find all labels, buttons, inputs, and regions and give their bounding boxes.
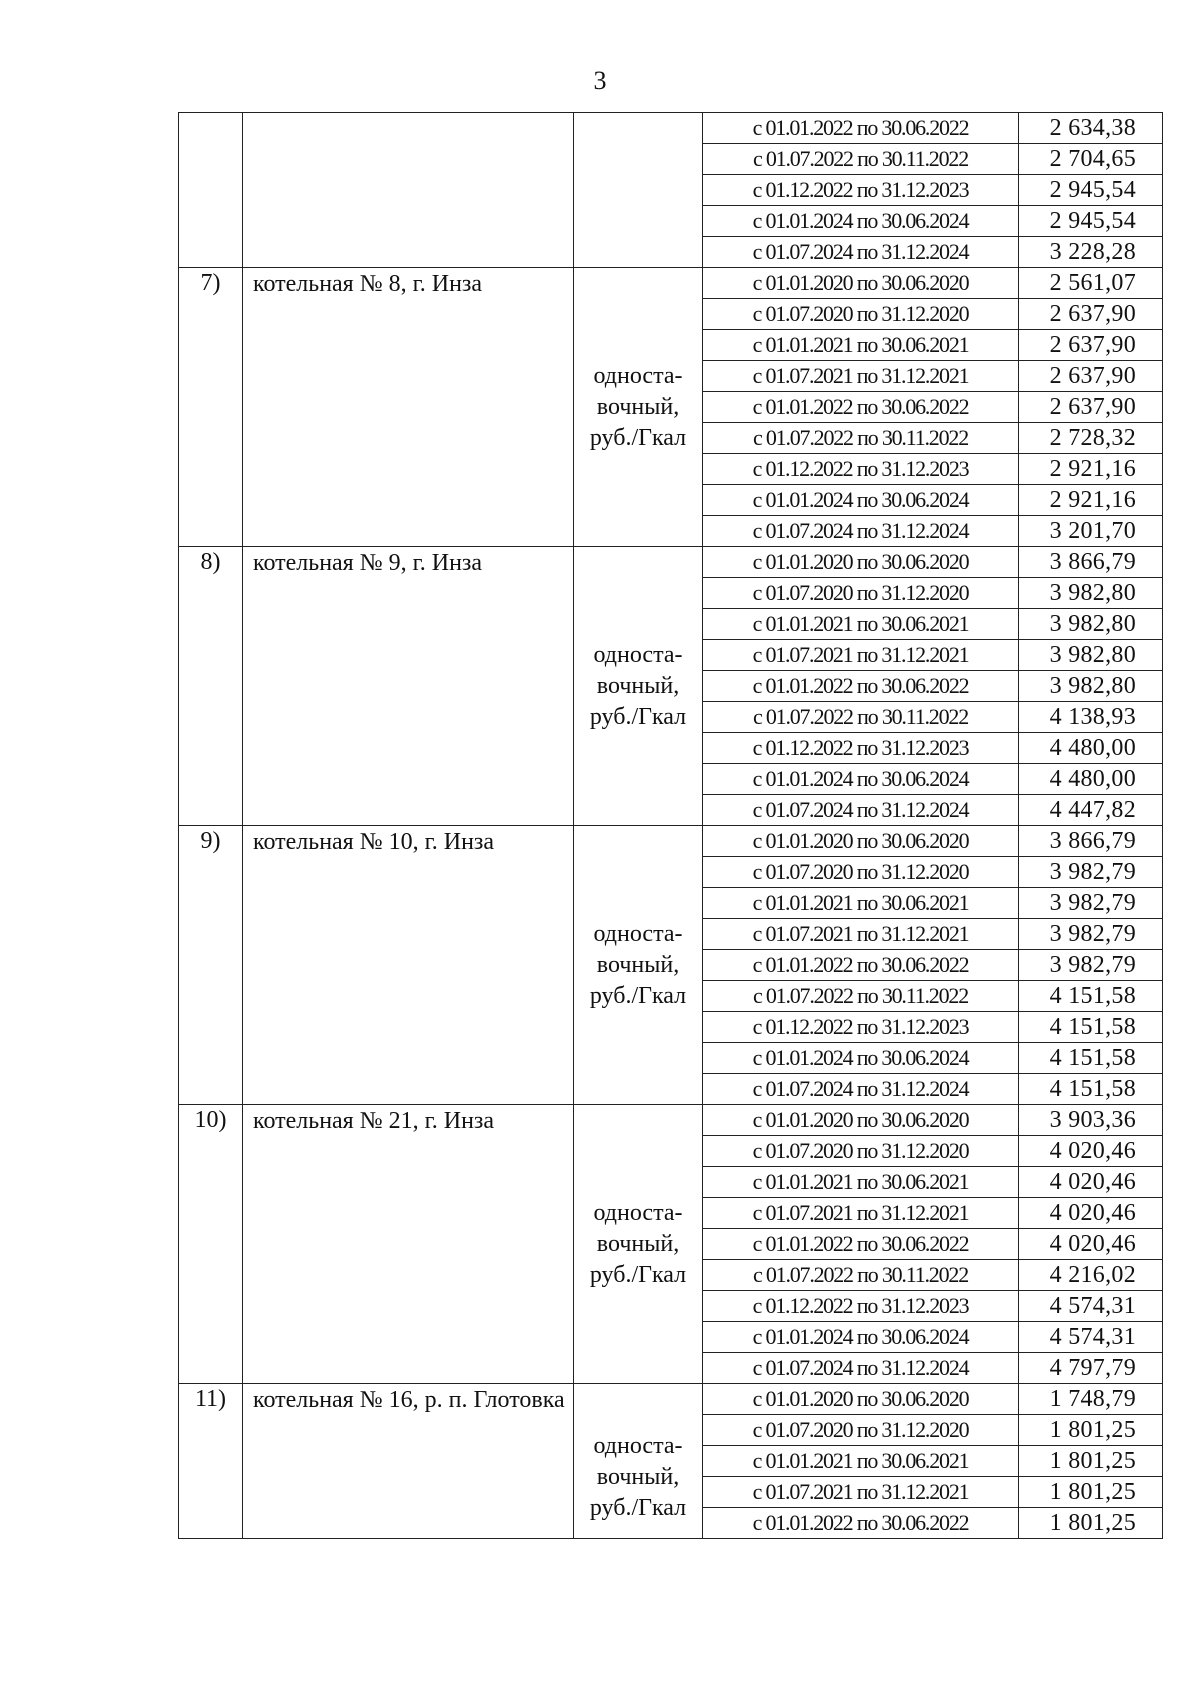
tariff-period: с 01.01.2024 по 30.06.2024 [703,1043,1019,1074]
tariff-period: с 01.07.2021 по 31.12.2021 [703,1198,1019,1229]
page-number: 3 [593,66,607,95]
tariff-value: 4 797,79 [1019,1353,1163,1384]
tariff-value: 3 982,80 [1019,578,1163,609]
tariff-value: 4 447,82 [1019,795,1163,826]
tariff-value: 3 866,79 [1019,547,1163,578]
tariff-value: 2 945,54 [1019,175,1163,206]
tariff-period: с 01.01.2021 по 30.06.2021 [703,888,1019,919]
tariff-type [574,113,703,268]
tariff-value: 4 151,58 [1019,981,1163,1012]
tariff-period: с 01.01.2024 по 30.06.2024 [703,1322,1019,1353]
tariff-period: с 01.07.2022 по 30.11.2022 [703,1260,1019,1291]
tariff-period: с 01.12.2022 по 31.12.2023 [703,1012,1019,1043]
tariff-type: односта- вочный, руб./Гкал [574,1105,703,1384]
tariff-period: с 01.01.2022 по 30.06.2022 [703,113,1019,144]
tariff-value: 4 020,46 [1019,1136,1163,1167]
tariff-period: с 01.07.2024 по 31.12.2024 [703,516,1019,547]
tariff-type: односта- вочный, руб./Гкал [574,1384,703,1539]
tariff-value: 3 201,70 [1019,516,1163,547]
boiler-name [243,113,574,268]
boiler-name: котельная № 21, г. Инза [243,1105,574,1384]
tariff-period: с 01.01.2024 по 30.06.2024 [703,206,1019,237]
tariff-period: с 01.07.2024 по 31.12.2024 [703,1074,1019,1105]
item-number: 10) [179,1105,243,1384]
tariff-period: с 01.07.2022 по 30.11.2022 [703,144,1019,175]
tariff-period: с 01.12.2022 по 31.12.2023 [703,733,1019,764]
tariff-value: 3 982,79 [1019,950,1163,981]
item-number: 7) [179,268,243,547]
tariff-period: с 01.07.2021 по 31.12.2021 [703,640,1019,671]
tariff-period: с 01.07.2024 по 31.12.2024 [703,795,1019,826]
tariff-period: с 01.07.2022 по 30.11.2022 [703,423,1019,454]
tariff-period: с 01.07.2020 по 31.12.2020 [703,299,1019,330]
tariff-value: 3 982,80 [1019,671,1163,702]
tariff-period: с 01.07.2024 по 31.12.2024 [703,237,1019,268]
tariff-value: 4 151,58 [1019,1012,1163,1043]
tariff-value: 2 921,16 [1019,485,1163,516]
tariff-period: с 01.01.2020 по 30.06.2020 [703,826,1019,857]
tariff-period: с 01.01.2021 по 30.06.2021 [703,1167,1019,1198]
table-row [179,547,1163,578]
boiler-name: котельная № 10, г. Инза [243,826,574,1105]
tariff-value: 2 728,32 [1019,423,1163,454]
tariff-value: 2 634,38 [1019,113,1163,144]
tariff-value: 1 801,25 [1019,1508,1163,1539]
tariff-value: 4 480,00 [1019,764,1163,795]
tariff-period: с 01.01.2022 по 30.06.2022 [703,1229,1019,1260]
item-number: 11) [179,1384,243,1539]
tariff-period: с 01.01.2021 по 30.06.2021 [703,330,1019,361]
tariff-value: 4 480,00 [1019,733,1163,764]
tariff-value: 3 982,79 [1019,857,1163,888]
tariff-period: с 01.01.2020 по 30.06.2020 [703,547,1019,578]
tariff-value: 3 903,36 [1019,1105,1163,1136]
table-row [179,1105,1163,1136]
tariff-period: с 01.07.2021 по 31.12.2021 [703,1477,1019,1508]
tariff-period: с 01.01.2021 по 30.06.2021 [703,1446,1019,1477]
tariff-period: с 01.01.2022 по 30.06.2022 [703,1508,1019,1539]
tariff-period: с 01.01.2020 по 30.06.2020 [703,268,1019,299]
tariff-value: 3 982,80 [1019,640,1163,671]
tariff-value: 3 228,28 [1019,237,1163,268]
tariff-period: с 01.01.2022 по 30.06.2022 [703,392,1019,423]
tariff-period: с 01.01.2020 по 30.06.2020 [703,1384,1019,1415]
tariff-table [178,112,1163,1539]
tariff-type: односта- вочный, руб./Гкал [574,826,703,1105]
boiler-name: котельная № 9, г. Инза [243,547,574,826]
tariff-value: 3 982,79 [1019,919,1163,950]
tariff-value: 1 801,25 [1019,1415,1163,1446]
tariff-value: 2 561,07 [1019,268,1163,299]
tariff-period: с 01.07.2022 по 30.11.2022 [703,981,1019,1012]
table-row [179,1384,1163,1415]
tariff-period: с 01.12.2022 по 31.12.2023 [703,1291,1019,1322]
tariff-value: 4 574,31 [1019,1291,1163,1322]
tariff-value: 2 637,90 [1019,330,1163,361]
tariff-value: 3 982,80 [1019,609,1163,640]
boiler-name: котельная № 16, р. п. Глотовка [243,1384,574,1539]
tariff-type: односта- вочный, руб./Гкал [574,547,703,826]
tariff-period: с 01.07.2021 по 31.12.2021 [703,919,1019,950]
tariff-value: 1 748,79 [1019,1384,1163,1415]
tariff-value: 4 151,58 [1019,1074,1163,1105]
tariff-value: 4 151,58 [1019,1043,1163,1074]
tariff-period: с 01.12.2022 по 31.12.2023 [703,175,1019,206]
table-row [179,268,1163,299]
tariff-value: 2 921,16 [1019,454,1163,485]
tariff-period: с 01.01.2024 по 30.06.2024 [703,485,1019,516]
tariff-value: 3 982,79 [1019,888,1163,919]
tariff-value: 4 020,46 [1019,1229,1163,1260]
tariff-period: с 01.07.2024 по 31.12.2024 [703,1353,1019,1384]
tariff-value: 4 020,46 [1019,1167,1163,1198]
tariff-value: 4 138,93 [1019,702,1163,733]
tariff-value: 2 637,90 [1019,299,1163,330]
tariff-value: 1 801,25 [1019,1446,1163,1477]
item-number: 8) [179,547,243,826]
item-number: 9) [179,826,243,1105]
tariff-period: с 01.01.2022 по 30.06.2022 [703,950,1019,981]
tariff-period: с 01.01.2020 по 30.06.2020 [703,1105,1019,1136]
tariff-value: 2 637,90 [1019,361,1163,392]
tariff-value: 1 801,25 [1019,1477,1163,1508]
tariff-period: с 01.01.2022 по 30.06.2022 [703,671,1019,702]
table-row [179,113,1163,144]
tariff-type: односта- вочный, руб./Гкал [574,268,703,547]
tariff-value: 3 866,79 [1019,826,1163,857]
tariff-period: с 01.07.2020 по 31.12.2020 [703,1415,1019,1446]
tariff-value: 4 020,46 [1019,1198,1163,1229]
tariff-period: с 01.01.2021 по 30.06.2021 [703,609,1019,640]
tariff-period: с 01.07.2022 по 30.11.2022 [703,702,1019,733]
tariff-period: с 01.01.2024 по 30.06.2024 [703,764,1019,795]
tariff-value: 2 945,54 [1019,206,1163,237]
item-number [179,113,243,268]
boiler-name: котельная № 8, г. Инза [243,268,574,547]
tariff-period: с 01.07.2021 по 31.12.2021 [703,361,1019,392]
tariff-period: с 01.07.2020 по 31.12.2020 [703,1136,1019,1167]
tariff-period: с 01.07.2020 по 31.12.2020 [703,857,1019,888]
tariff-value: 4 574,31 [1019,1322,1163,1353]
tariff-value: 2 637,90 [1019,392,1163,423]
table-row [179,826,1163,857]
tariff-value: 4 216,02 [1019,1260,1163,1291]
tariff-period: с 01.07.2020 по 31.12.2020 [703,578,1019,609]
tariff-value: 2 704,65 [1019,144,1163,175]
tariff-period: с 01.12.2022 по 31.12.2023 [703,454,1019,485]
